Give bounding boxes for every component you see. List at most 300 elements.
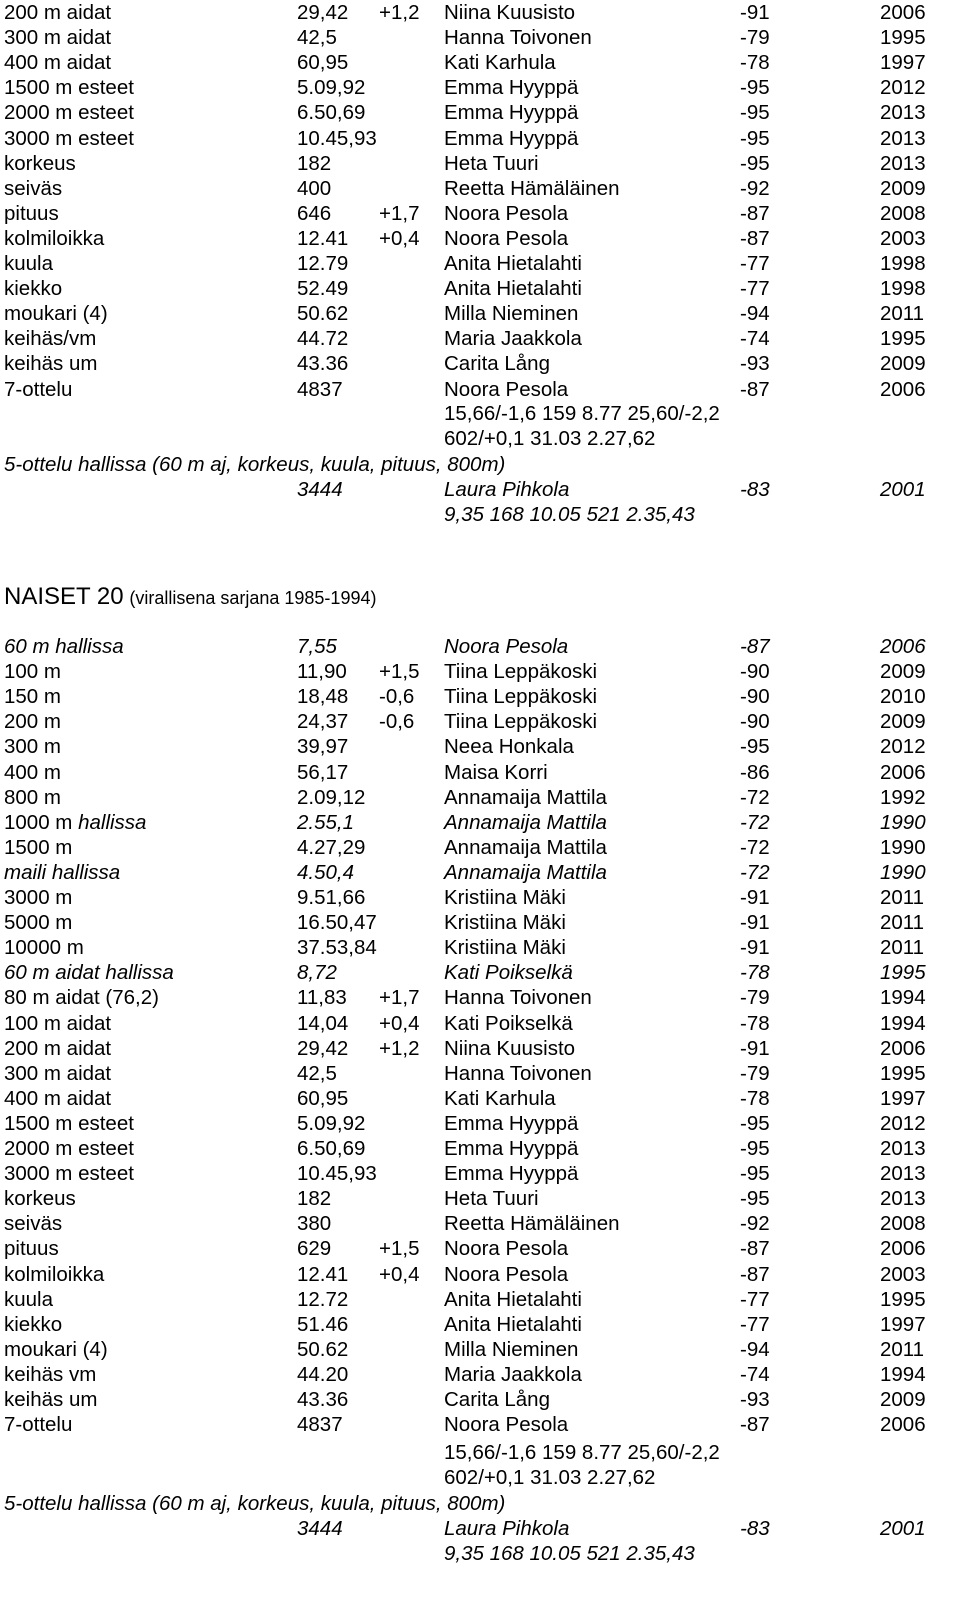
record-year: 1997 [880, 1086, 926, 1110]
section-heading-subtitle: (virallisena sarjana 1985-1994) [129, 588, 377, 608]
record-result: 60,95 [297, 51, 349, 75]
record-result: 39,97 [297, 735, 349, 759]
record-born: -78 [740, 51, 770, 75]
record-row [0, 25, 960, 50]
record-born: -87 [740, 377, 770, 401]
record-year: 2011 [880, 936, 925, 960]
record-born: -77 [740, 252, 770, 275]
record-row [0, 709, 960, 734]
record-row [0, 377, 960, 402]
record-row [0, 985, 960, 1010]
record-event: 200 m aidat [4, 1036, 112, 1060]
pentathlon-detail-text: 9,35 168 10.05 521 2.35,43 [444, 503, 695, 526]
record-year: 1995 [880, 1287, 926, 1311]
record-year: 2006 [880, 1413, 926, 1437]
record-athlete: Carita Lång [444, 352, 550, 376]
record-year: 2006 [880, 1237, 926, 1261]
record-athlete: Noora Pesola [444, 1262, 569, 1286]
record-row [0, 1387, 960, 1412]
record-athlete: Kristiina Mäki [444, 886, 566, 909]
record-born: -95 [740, 1111, 770, 1135]
record-born: -87 [740, 201, 770, 225]
record-year: 2006 [880, 635, 926, 658]
record-year: 2008 [880, 1212, 926, 1236]
record-born: -78 [740, 1011, 770, 1035]
record-result: 44.72 [297, 327, 349, 351]
pentathlon-year: 2001 [880, 1517, 926, 1540]
record-born: -95 [740, 76, 770, 100]
record-result: 24,37 [297, 710, 349, 734]
heptathlon-detail-row-2 [0, 1465, 960, 1490]
record-year: 2013 [880, 1187, 926, 1211]
record-row [0, 684, 960, 709]
record-result: 629 [297, 1237, 332, 1261]
record-row [0, 810, 960, 835]
record-row [0, 326, 960, 351]
record-result: 182 [297, 151, 332, 175]
record-result: 400 [297, 176, 332, 200]
record-event: 100 m aidat [4, 1011, 112, 1035]
record-year: 1992 [880, 785, 926, 809]
record-event: seiväs [4, 1212, 63, 1236]
record-row [0, 1111, 960, 1136]
record-born: -87 [740, 226, 770, 250]
record-athlete: Annamaija Mattila [444, 860, 607, 884]
record-result: 43.36 [297, 352, 349, 376]
record-result: 50.62 [297, 1337, 349, 1361]
record-result: 10.45,93 [297, 1162, 377, 1186]
record-row [0, 1061, 960, 1086]
pentathlon-detail-text: 9,35 168 10.05 521 2.35,43 [444, 1542, 695, 1565]
record-result: 4837 [297, 1413, 343, 1437]
record-event: 3000 m esteet [4, 126, 134, 150]
record-athlete: Annamaija Mattila [444, 810, 607, 834]
record-row [0, 1362, 960, 1387]
heptathlon-detail-text: 602/+0,1 31.03 2.27,62 [444, 1466, 656, 1489]
record-event: korkeus [4, 151, 76, 175]
record-event: 800 m [4, 785, 61, 809]
record-year: 1997 [880, 51, 926, 75]
record-born: -95 [740, 1137, 770, 1160]
record-result: 51.46 [297, 1312, 349, 1336]
record-athlete: Milla Nieminen [444, 1337, 579, 1361]
record-born: -95 [740, 126, 770, 150]
record-result: 44.20 [297, 1362, 349, 1386]
record-row [0, 301, 960, 326]
pentathlon-born: -83 [740, 1517, 770, 1540]
record-row [0, 835, 960, 860]
record-year: 1990 [880, 835, 926, 859]
record-year: 1995 [880, 26, 926, 50]
record-year: 2013 [880, 126, 926, 150]
record-born: -87 [740, 635, 770, 658]
record-year: 1995 [880, 961, 926, 985]
record-event: keihäs/vm [4, 327, 97, 351]
record-event: moukari (4) [4, 1337, 108, 1361]
record-row [0, 1211, 960, 1236]
record-year: 2011 [880, 302, 925, 326]
record-born: -86 [740, 760, 770, 784]
record-born: -72 [740, 860, 770, 884]
record-born: -79 [740, 26, 770, 50]
record-born: -92 [740, 1212, 770, 1236]
pentathlon-title-row [0, 1491, 960, 1516]
record-result: 42,5 [297, 26, 337, 50]
record-result: 7,55 [297, 635, 337, 658]
record-result: 4837 [297, 377, 343, 401]
record-athlete: Anita Hietalahti [444, 1312, 582, 1336]
record-year: 2009 [880, 1388, 926, 1411]
record-wind: -0,6 [379, 685, 415, 709]
record-result: 29,42 [297, 1036, 349, 1060]
record-result: 14,04 [297, 1011, 349, 1035]
record-event: 300 m aidat [4, 1061, 112, 1085]
record-event: kuula [4, 1287, 54, 1311]
pentathlon-record-row [0, 1516, 960, 1541]
record-year: 2012 [880, 735, 926, 759]
record-athlete: Maria Jaakkola [444, 1362, 582, 1386]
record-year: 1994 [880, 986, 926, 1010]
record-athlete: Noora Pesola [444, 377, 569, 401]
record-row [0, 1412, 960, 1437]
record-born: -95 [740, 151, 770, 175]
record-event: 400 m aidat [4, 1086, 112, 1110]
record-result: 2.09,12 [297, 785, 366, 809]
record-athlete: Noora Pesola [444, 1237, 569, 1261]
section-heading-title: NAISET 20 [4, 583, 124, 610]
record-row [0, 1086, 960, 1111]
record-wind: -0,6 [379, 710, 415, 734]
record-athlete: Milla Nieminen [444, 302, 579, 326]
record-result: 4.50,4 [297, 860, 354, 884]
record-row [0, 126, 960, 151]
record-row [0, 0, 960, 25]
record-event: 7-ottelu [4, 377, 73, 401]
record-row [0, 1312, 960, 1337]
record-athlete: Kati Poikselkä [444, 1011, 573, 1035]
record-event: 1500 m esteet [4, 1111, 134, 1135]
record-row [0, 960, 960, 985]
record-event: korkeus [4, 1187, 76, 1211]
record-year: 2009 [880, 710, 926, 734]
record-row [0, 1186, 960, 1211]
record-result: 37.53,84 [297, 936, 377, 960]
record-result: 6.50,69 [297, 1137, 366, 1160]
record-row [0, 760, 960, 785]
record-year: 1990 [880, 860, 926, 884]
record-athlete: Reetta Hämäläinen [444, 1212, 620, 1236]
record-result: 9.51,66 [297, 886, 366, 909]
record-result: 5.09,92 [297, 76, 366, 100]
record-born: -91 [740, 1036, 770, 1060]
record-year: 2008 [880, 201, 926, 225]
record-result: 11,83 [297, 986, 347, 1010]
record-event: 10000 m [4, 936, 84, 960]
record-athlete: Hanna Toivonen [444, 986, 592, 1010]
pentathlon-result: 3444 [297, 1517, 343, 1540]
heptathlon-detail-row-2 [0, 426, 960, 451]
record-wind: +0,4 [379, 1262, 420, 1286]
record-event: moukari (4) [4, 302, 108, 326]
record-event: keihäs um [4, 1388, 98, 1411]
record-athlete: Kati Poikselkä [444, 961, 573, 985]
record-athlete: Heta Tuuri [444, 151, 539, 175]
record-athlete: Anita Hietalahti [444, 277, 582, 301]
record-born: -87 [740, 1262, 770, 1286]
record-event: 100 m [4, 660, 61, 684]
record-row [0, 860, 960, 885]
record-athlete: Emma Hyyppä [444, 76, 579, 100]
record-event-indoor-note: hallissa [78, 810, 147, 834]
record-year: 2010 [880, 685, 926, 709]
pentathlon-detail-row [0, 1541, 960, 1566]
record-born: -78 [740, 961, 770, 985]
record-born: -91 [740, 886, 770, 909]
record-year: 2003 [880, 1262, 926, 1286]
record-row [0, 1011, 960, 1036]
record-event: kolmiloikka [4, 1262, 105, 1286]
record-born: -72 [740, 810, 770, 834]
record-year: 2006 [880, 760, 926, 784]
record-event: 1500 m [4, 835, 73, 859]
record-athlete: Maisa Korri [444, 760, 548, 784]
record-event: 3000 m [4, 886, 73, 909]
record-wind: +1,2 [379, 1, 420, 24]
record-event: 400 m aidat [4, 51, 112, 75]
record-row [0, 75, 960, 100]
record-athlete: Annamaija Mattila [444, 835, 607, 859]
record-athlete: Niina Kuusisto [444, 1, 576, 24]
record-born: -87 [740, 1413, 770, 1437]
pentathlon-born: -83 [740, 478, 770, 501]
record-born: -77 [740, 277, 770, 301]
record-born: -90 [740, 710, 770, 734]
record-row [0, 176, 960, 201]
record-row [0, 276, 960, 301]
record-event-name: 1000 m [4, 810, 73, 834]
record-event: 5000 m [4, 911, 73, 935]
record-event: pituus [4, 201, 59, 225]
record-result: 11,90 [297, 660, 347, 684]
record-year: 1998 [880, 277, 926, 301]
record-athlete: Kristiina Mäki [444, 936, 566, 960]
pentathlon-year: 2001 [880, 478, 926, 501]
record-born: -91 [740, 1, 770, 24]
record-athlete: Annamaija Mattila [444, 785, 607, 809]
record-row [0, 659, 960, 684]
record-wind: +1,5 [379, 1237, 420, 1261]
record-row [0, 1287, 960, 1312]
record-row [0, 1236, 960, 1261]
record-event: keihäs vm [4, 1362, 97, 1386]
record-year: 2012 [880, 76, 926, 100]
heptathlon-detail-text: 15,66/-1,6 159 8.77 25,60/-2,2 [444, 402, 720, 425]
record-born: -94 [740, 302, 770, 326]
record-row [0, 634, 960, 659]
record-result: 56,17 [297, 760, 349, 784]
record-row [0, 1036, 960, 1061]
record-born: -87 [740, 1237, 770, 1261]
record-event: keihäs um [4, 352, 98, 376]
record-row [0, 226, 960, 251]
record-result: 2.55,1 [297, 810, 354, 834]
record-year: 2012 [880, 1111, 926, 1135]
record-wind: +1,7 [379, 986, 420, 1010]
record-result: 5.09,92 [297, 1111, 366, 1135]
heptathlon-detail-row-1 [0, 401, 960, 426]
record-born: -94 [740, 1337, 770, 1361]
record-athlete: Emma Hyyppä [444, 101, 579, 125]
record-athlete: Noora Pesola [444, 635, 569, 658]
record-athlete: Maria Jaakkola [444, 327, 582, 351]
record-year: 1994 [880, 1011, 926, 1035]
heptathlon-detail-text: 602/+0,1 31.03 2.27,62 [444, 427, 656, 450]
record-born: -72 [740, 835, 770, 859]
record-athlete: Emma Hyyppä [444, 1111, 579, 1135]
record-event: 2000 m esteet [4, 1137, 134, 1160]
record-row [0, 201, 960, 226]
record-born: -91 [740, 936, 770, 960]
record-athlete: Hanna Toivonen [444, 26, 592, 50]
record-result: 380 [297, 1212, 332, 1236]
record-athlete: Anita Hietalahti [444, 252, 582, 275]
record-event: 80 m aidat (76,2) [4, 986, 159, 1010]
record-event: 60 m hallissa [4, 635, 124, 658]
record-row [0, 734, 960, 759]
record-athlete: Hanna Toivonen [444, 1061, 592, 1085]
record-result: 10.45,93 [297, 126, 377, 150]
record-event: 300 m [4, 735, 61, 759]
record-born: -90 [740, 685, 770, 709]
record-event: kiekko [4, 277, 63, 301]
pentathlon-detail-row [0, 502, 960, 527]
pentathlon-record-row [0, 477, 960, 502]
pentathlon-title-row [0, 452, 960, 477]
record-year: 1995 [880, 1061, 926, 1085]
record-born: -95 [740, 735, 770, 759]
record-athlete: Kristiina Mäki [444, 911, 566, 935]
record-result: 12.41 [297, 1262, 349, 1286]
record-born: -92 [740, 176, 770, 200]
record-athlete: Noora Pesola [444, 1413, 569, 1437]
record-year: 2013 [880, 1162, 926, 1186]
record-athlete: Neea Honkala [444, 735, 574, 759]
record-event: seiväs [4, 176, 63, 200]
record-result: 18,48 [297, 685, 349, 709]
record-event: kolmiloikka [4, 226, 105, 250]
record-result: 60,95 [297, 1086, 349, 1110]
record-year: 1995 [880, 327, 926, 351]
record-event: 200 m [4, 710, 61, 734]
record-row [0, 1161, 960, 1186]
record-event: kuula [4, 252, 54, 275]
record-event: 3000 m esteet [4, 1162, 134, 1186]
record-wind: +1,7 [379, 201, 420, 225]
record-born: -72 [740, 785, 770, 809]
record-row [0, 151, 960, 176]
record-result: 182 [297, 1187, 332, 1211]
record-result: 6.50,69 [297, 101, 366, 125]
record-event: 60 m aidat hallissa [4, 961, 174, 985]
record-wind: +1,2 [379, 1036, 420, 1060]
record-row [0, 885, 960, 910]
record-event: 2000 m esteet [4, 101, 134, 125]
record-year: 1998 [880, 252, 926, 275]
record-year: 1997 [880, 1312, 926, 1336]
record-result: 8,72 [297, 961, 337, 985]
record-row [0, 1136, 960, 1161]
record-born: -91 [740, 911, 770, 935]
record-event: pituus [4, 1237, 59, 1261]
record-athlete: Noora Pesola [444, 201, 569, 225]
heptathlon-detail-row-1 [0, 1440, 960, 1465]
record-result: 12.72 [297, 1287, 349, 1311]
record-athlete: Kati Karhula [444, 51, 556, 75]
record-year: 2011 [880, 911, 925, 935]
record-athlete: Niina Kuusisto [444, 1036, 576, 1060]
record-row [0, 100, 960, 125]
record-year: 2009 [880, 176, 926, 200]
record-born: -74 [740, 1362, 770, 1386]
record-athlete: Kati Karhula [444, 1086, 556, 1110]
pentathlon-title: 5-ottelu hallissa (60 m aj, korkeus, kuula, pituus, 800m) [4, 1492, 506, 1515]
record-born: -77 [740, 1312, 770, 1336]
record-athlete: Tiina Leppäkoski [444, 660, 598, 684]
record-born: -95 [740, 1162, 770, 1186]
record-result: 43.36 [297, 1388, 349, 1411]
pentathlon-athlete: Laura Pihkola [444, 1517, 570, 1540]
record-year: 2013 [880, 101, 926, 125]
record-born: -95 [740, 1187, 770, 1211]
record-wind: +0,4 [379, 1011, 420, 1035]
record-athlete: Emma Hyyppä [444, 126, 579, 150]
record-result: 29,42 [297, 1, 349, 24]
record-born: -77 [740, 1287, 770, 1311]
record-event [4, 810, 146, 835]
record-year: 2006 [880, 377, 926, 401]
record-row [0, 910, 960, 935]
record-event: kiekko [4, 1312, 63, 1336]
record-athlete: Noora Pesola [444, 226, 569, 250]
record-event: 400 m [4, 760, 61, 784]
record-year: 2006 [880, 1, 926, 24]
record-born: -78 [740, 1086, 770, 1110]
pentathlon-result: 3444 [297, 478, 343, 501]
record-event: 1500 m esteet [4, 76, 134, 100]
record-row [0, 50, 960, 75]
record-born: -79 [740, 1061, 770, 1085]
record-athlete: Tiina Leppäkoski [444, 685, 598, 709]
record-year: 2009 [880, 352, 926, 376]
pentathlon-athlete: Laura Pihkola [444, 478, 570, 501]
record-wind: +0,4 [379, 226, 420, 250]
record-year: 2011 [880, 1337, 925, 1361]
record-result: 52.49 [297, 277, 349, 301]
record-result: 646 [297, 201, 332, 225]
record-born: -90 [740, 660, 770, 684]
record-result: 12.79 [297, 252, 349, 275]
record-row [0, 935, 960, 960]
record-event: maili hallissa [4, 860, 121, 884]
section-heading [4, 581, 376, 613]
record-row [0, 251, 960, 276]
record-result: 12.41 [297, 226, 349, 250]
record-athlete: Heta Tuuri [444, 1187, 539, 1211]
record-row [0, 1337, 960, 1362]
record-result: 4.27,29 [297, 835, 366, 859]
record-athlete: Anita Hietalahti [444, 1287, 582, 1311]
record-year: 2013 [880, 151, 926, 175]
